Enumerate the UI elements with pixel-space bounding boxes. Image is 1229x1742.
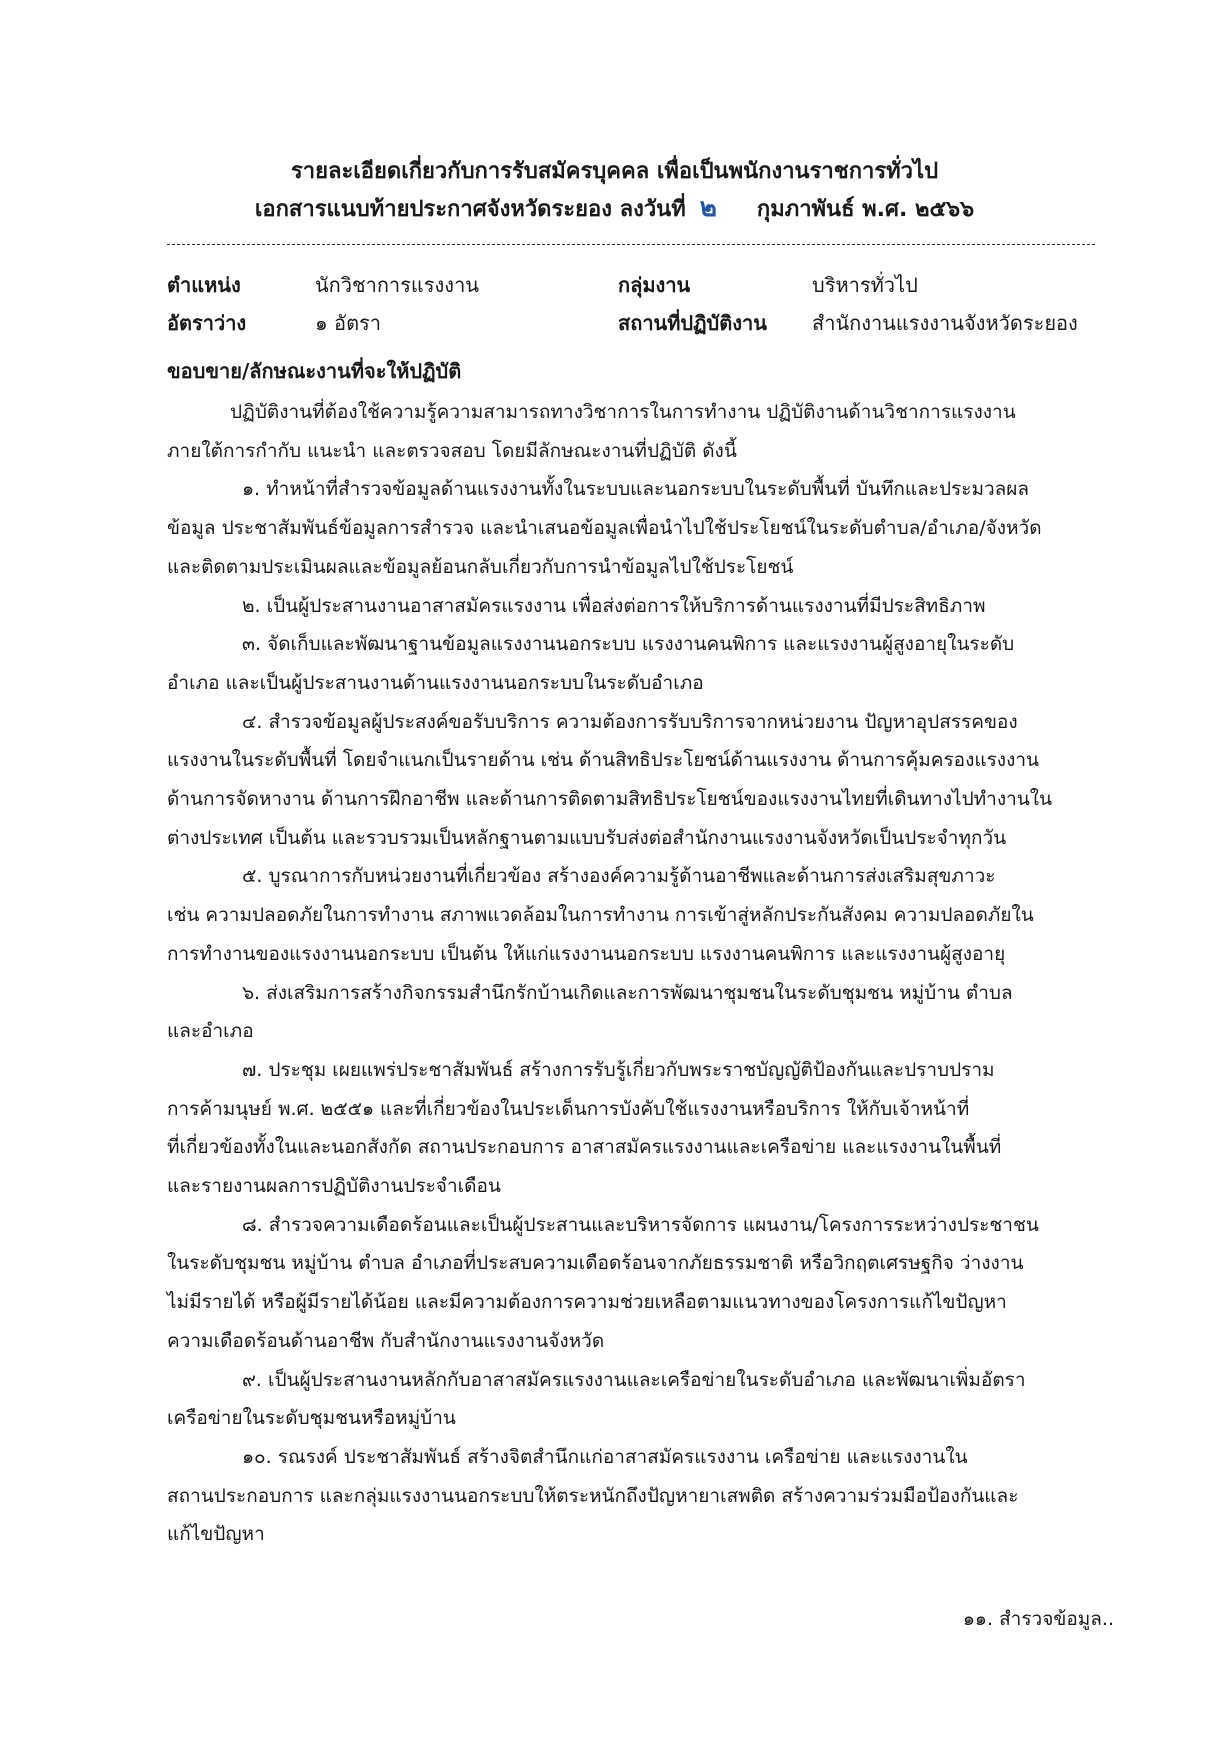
body-line: ๙. เป็นผู้ประสานงานหลักกับอาสาสมัครแรงงานและเครือข่ายในระดับอำเภอ และพัฒนาเพิ่มอัตรา — [242, 1368, 1026, 1391]
body-line: ต่างประเทศ เป็นต้น และรวบรวมเป็นหลักฐานตามแบบรับส่งต่อสำนักงานแรงงานจังหวัดเป็นประจำทุกวัน — [167, 826, 1007, 849]
dashed-divider — [167, 244, 1095, 245]
workplace-label-wrap — [618, 306, 767, 340]
continuation-note: ๑๑. สำรวจข้อมูล.. — [962, 1608, 1114, 1630]
workplace-label: สถานที่ปฏิบัติงาน — [618, 311, 767, 335]
body-line: ๕. บูรณาการกับหน่วยงานที่เกี่ยวข้อง สร้างองค์ความรู้ด้านอาชีพและด้านการส่งเสริมสุขภาวะ — [242, 865, 996, 888]
body-line: ข้อมูล ประชาสัมพันธ์ข้อมูลการสำรวจ และนำเสนอข้อมูลเพื่อนำไปใช้ประโยชน์ในระดับตำบล/อำเภอ/จังหวัด — [167, 517, 1042, 540]
body-line: ในระดับชุมชน หมู่บ้าน ตำบล อำเภอที่ประสบความเดือดร้อนจากภัยธรรมชาติ หรือวิกฤตเศรษฐกิจ ว่างงาน — [167, 1252, 1024, 1275]
body-line: ปฏิบัติงานที่ต้องใช้ความรู้ความสามารถทางวิชาการในการทำงาน ปฏิบัติงานด้านวิชาการแรงงาน — [230, 401, 1016, 423]
body-line: แรงงานในระดับพื้นที่ โดยจำแนกเป็นรายด้าน เช่น ด้านสิทธิประโยชน์ด้านแรงงาน ด้านการคุ้มครองแรงงาน — [167, 749, 1040, 772]
document-subtitle — [0, 188, 1229, 230]
body-line: อำเภอ และเป็นผู้ประสานงานด้านแรงงานนอกระบบในระดับอำเภอ — [167, 671, 704, 694]
subtitle-prefix: เอกสารแนบท้ายประกาศจังหวัดระยอง ลงวันที่ — [254, 197, 686, 222]
group-value: บริหารทั่วไป — [812, 273, 918, 297]
body-line: เครือข่ายในระดับชุมชนหรือหมู่บ้าน — [167, 1407, 456, 1430]
body-line: ด้านการจัดหางาน ด้านการฝึกอาชีพ และด้านการติดตามสิทธิประโยชน์ของแรงงานไทยที่เดินทางไปทำงานใน — [167, 788, 1053, 811]
body-line: ๑๐. รณรงค์ ประชาสัมพันธ์ สร้างจิตสำนึกแก่อาสาสมัครแรงงาน เครือข่าย และแรงงานใน — [242, 1445, 968, 1468]
vacancy-value: ๑ อัตรา — [315, 311, 382, 335]
vacancy-value-wrap — [315, 306, 381, 340]
body-line: ๖. ส่งเสริมการสร้างกิจกรรมสำนึกรักบ้านเกิดและการพัฒนาชุมชนในระดับชุมชน หมู่บ้าน ตำบล — [242, 981, 1013, 1004]
body-line: ที่เกี่ยวข้องทั้งในและนอกสังกัด สถานประกอบการ อาสาสมัครแรงงานและเครือข่าย และแรงงานในพื้นที่ — [167, 1136, 1002, 1159]
handwritten-day: ๒ — [699, 193, 717, 223]
body-line: ๔. สำรวจข้อมูลผู้ประสงค์ขอรับบริการ ความต้องการรับบริการจากหน่วยงาน ปัญหาอุปสรรคของ — [242, 710, 1018, 733]
body-line: สถานประกอบการ และกลุ่มแรงงานนอกระบบให้ตระหนักถึงปัญหายาเสพติด สร้างความร่วมมือป้องกันและ — [167, 1484, 1019, 1507]
workplace-value-wrap — [812, 306, 1078, 340]
body-line: แก้ไขปัญหา — [167, 1523, 265, 1546]
group-value-wrap — [812, 268, 918, 302]
body-line: การค้ามนุษย์ พ.ศ. ๒๕๕๑ และที่เกี่ยวข้องในประเด็นการบังคับใช้แรงงานหรือบริการ ให้กับเจ้าหน้าที่ — [167, 1097, 970, 1120]
group-label-wrap — [618, 268, 690, 302]
body-line: การทำงานของแรงงานนอกระบบ เป็นต้น ให้แก่แรงงานนอกระบบ แรงงานคนพิการ และแรงงานผู้สูงอายุ — [167, 942, 1006, 965]
body-line: และอำเภอ — [167, 1020, 254, 1043]
body-line: ความเดือดร้อนด้านอาชีพ กับสำนักงานแรงงานจังหวัด — [167, 1329, 605, 1352]
group-label: กลุ่มงาน — [618, 273, 691, 297]
subtitle-suffix: กุมภาพันธ์ พ.ศ. ๒๕๖๖ — [756, 197, 975, 222]
body-line: และติดตามประเมินผลและข้อมูลย้อนกลับเกี่ยวกับการนำข้อมูลไปใช้ประโยชน์ — [167, 555, 794, 578]
body-line: ๘. สำรวจความเดือดร้อนและเป็นผู้ประสานและบริหารจัดการ แผนงาน/โครงการระหว่างประชาชน — [242, 1213, 1039, 1236]
body-line: และรายงานผลการปฏิบัติงานประจำเดือน — [167, 1175, 501, 1198]
scope-heading: ขอบขาย/ลักษณะงานที่จะให้ปฏิบัติ — [167, 359, 462, 383]
body-line: เช่น ความปลอดภัยในการทำงาน สภาพแวดล้อมในการทำงาน การเข้าสู่หลักประกันสังคม ความปลอดภัยใน — [167, 904, 1034, 927]
position-row — [167, 268, 241, 302]
workplace-value: สำนักงานแรงงานจังหวัดระยอง — [812, 311, 1078, 335]
position-value-wrap — [315, 268, 479, 302]
title-line-1: รายละเอียดเกี่ยวกับการรับสมัครบุคคล เพื่อเป็นพนักงานราชการทั่วไป — [290, 159, 939, 184]
position-value: นักวิชาการแรงงาน — [315, 273, 479, 297]
body-line: ภายใต้การกำกับ แนะนำ และตรวจสอบ โดยมีลักษณะงานที่ปฏิบัติ ดังนี้ — [167, 439, 737, 462]
scope-body — [167, 393, 1112, 1554]
position-label: ตำแหน่ง — [167, 273, 241, 297]
body-line: ๓. จัดเก็บและพัฒนาฐานข้อมูลแรงงานนอกระบบ แรงงานคนพิการ และแรงงานผู้สูงอายุในระดับ — [242, 633, 1015, 656]
document-title — [0, 152, 1229, 192]
vacancy-row — [167, 306, 246, 340]
body-line: ๑. ทำหน้าที่สำรวจข้อมูลด้านแรงงานทั้งในระบบและนอกระบบในระดับพื้นที่ บันทึกและประมวลผล — [242, 478, 1030, 501]
body-line: ไม่มีรายได้ หรือผู้มีรายได้น้อย และมีความต้องการความช่วยเหลือตามแนวทางของโครงการแก้ไขปัญหา — [167, 1291, 1007, 1314]
vacancy-label: อัตราว่าง — [167, 311, 247, 335]
body-line: ๗. ประชุม เผยแพร่ประชาสัมพันธ์ สร้างการรับรู้เกี่ยวกับพระราชบัญญัติป้องกันและปราบปราม — [242, 1058, 995, 1081]
body-line: ๒. เป็นผู้ประสานงานอาสาสมัครแรงงาน เพื่อส่งต่อการให้บริการด้านแรงงานที่มีประสิทธิภาพ — [242, 594, 986, 617]
